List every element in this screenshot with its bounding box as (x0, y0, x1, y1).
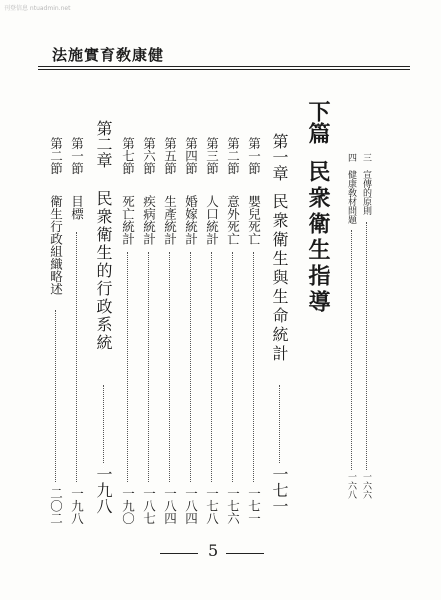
running-header: 法施實育敎康健 (52, 46, 165, 64)
section-label: 第二節 (48, 137, 64, 175)
prev-item-title: 健康敎材問題 (346, 170, 356, 224)
leader-dots (55, 310, 56, 482)
header-rule-bottom (38, 69, 410, 70)
leader-dots (279, 385, 280, 463)
section-title: 嬰兒死亡 (246, 195, 262, 245)
leader-dots (103, 385, 104, 463)
leader-dots (148, 252, 149, 482)
prev-item-page: 一六八 (346, 472, 356, 499)
section-title: 衛生行政組織略述 (48, 195, 64, 295)
chapter-title: 民衆衛生的行政系統 (94, 190, 113, 352)
leader-dots (127, 252, 128, 482)
leader-dots (232, 252, 233, 482)
leader-dots (366, 222, 367, 470)
footer-dash-right (226, 553, 264, 554)
section-label: 第一節 (246, 137, 262, 175)
section-page: 一九八 (69, 487, 85, 525)
section-title: 人口統計 (204, 195, 220, 245)
section-title: 目標 (69, 195, 85, 220)
leader-dots (351, 230, 352, 470)
section-title: 死亡統計 (120, 195, 136, 245)
chapter-label: 第二章 (94, 120, 113, 168)
part-label: 下篇 (305, 100, 331, 144)
chapter-page: 一七一 (270, 466, 289, 514)
section-label: 第七節 (120, 137, 136, 175)
prev-item-number: 三 (361, 153, 371, 162)
section-page: 一七六 (225, 487, 241, 525)
leader-dots (211, 252, 212, 482)
section-label: 第一節 (69, 137, 85, 175)
leader-dots (76, 232, 77, 482)
section-title: 婚嫁統計 (183, 195, 199, 245)
section-page: 一七八 (204, 487, 220, 525)
section-label: 第五節 (162, 137, 178, 175)
prev-item-number: 四 (346, 153, 356, 162)
prev-item-page: 一六六 (361, 472, 371, 499)
part-title: 民衆衛生指導 (305, 160, 331, 316)
section-page: 一八四 (183, 487, 199, 525)
section-title: 疾病統計 (141, 195, 157, 245)
leader-dots (253, 252, 254, 482)
leader-dots (169, 252, 170, 482)
section-label: 第二節 (225, 137, 241, 175)
chapter-page: 一九八 (94, 466, 113, 514)
watermark: 刊登信息 ntuadmin.net (4, 5, 71, 12)
chapter-label: 第一章 (270, 133, 289, 181)
page-number: 5 (208, 541, 219, 560)
leader-dots (190, 252, 191, 482)
footer-dash-left (160, 553, 198, 554)
section-page: 一七一 (246, 487, 262, 525)
section-label: 第六節 (141, 137, 157, 175)
section-title: 生產統計 (162, 195, 178, 245)
prev-item-title: 宣傳的原則 (361, 170, 371, 215)
section-title: 意外死亡 (225, 195, 241, 245)
section-label: 第三節 (204, 137, 220, 175)
section-page: 一八七 (141, 487, 157, 525)
header-rule-top (38, 66, 410, 67)
section-label: 第四節 (183, 137, 199, 175)
section-page: 一八四 (162, 487, 178, 525)
section-page: 二〇二 (48, 487, 64, 525)
section-page: 一九〇 (120, 487, 136, 525)
chapter-title: 民衆衛生與生命統計 (270, 193, 289, 364)
